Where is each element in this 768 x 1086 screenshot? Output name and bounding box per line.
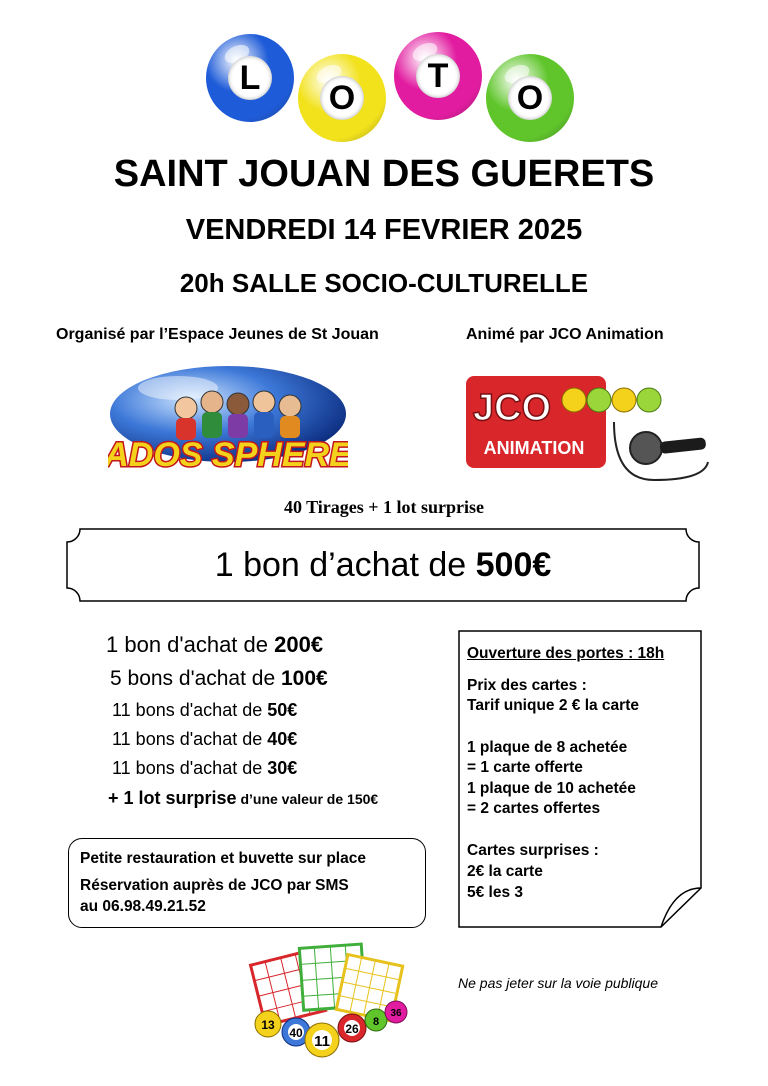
event-date: VENDREDI 14 FEVRIER 2025 — [185, 214, 583, 246]
ball-letter: O — [320, 76, 364, 120]
ball-letter: L — [228, 56, 272, 100]
microphone-icon — [614, 422, 708, 480]
reservation-phone: au 06.98.49.21.52 — [80, 898, 206, 915]
jco-logo-text: JCO — [472, 387, 552, 429]
doors-opening: Ouverture des portes : 18h — [467, 645, 665, 662]
surprise-cards-title: Cartes surprises : — [467, 842, 599, 859]
jackpot-amount: 500€ — [475, 546, 552, 584]
jackpot-prize — [66, 528, 700, 602]
offer-10: 1 plaque de 10 achetée — [467, 780, 636, 797]
ball-letter: T — [416, 54, 460, 98]
loto-logo — [196, 22, 596, 152]
offer-8: 1 plaque de 8 achetée — [467, 739, 628, 756]
prize-item: 1 bon d'achat de 200€ — [106, 632, 324, 657]
surprise-card-single: 2€ la carte — [467, 863, 543, 880]
ados-logo-text: ADOS SPHERE — [108, 436, 348, 474]
town-title: SAINT JOUAN DES GUERETS — [113, 153, 655, 195]
bingo-ball-number: 26 — [345, 1022, 359, 1036]
prize-item: 11 bons d'achat de 40€ — [112, 729, 298, 749]
event-venue: 20h SALLE SOCIO-CULTURELLE — [179, 268, 589, 298]
bingo-ball-number: 11 — [314, 1033, 330, 1050]
jco-animation-logo — [464, 362, 714, 486]
bingo-ball-number: 13 — [261, 1018, 275, 1032]
prize-item: 11 bons d'achat de 50€ — [112, 700, 298, 720]
bingo-cards-illustration — [240, 940, 410, 1070]
prize-item-surprise: + 1 lot surprise d’une valeur de 150€ — [108, 788, 379, 808]
offer-10-result: = 2 cartes offertes — [467, 800, 601, 817]
jco-logo-subtext: ANIMATION — [483, 438, 585, 458]
offer-8-result: = 1 carte offerte — [467, 759, 583, 776]
animator-credit: Animé par JCO Animation — [466, 326, 664, 343]
loto-ball — [394, 32, 482, 120]
prize-item: 11 bons d'achat de 30€ — [112, 758, 298, 778]
jackpot-prefix: 1 bon d’achat de — [214, 546, 476, 584]
organizer-credit: Organisé par l’Espace Jeunes de St Jouan — [56, 326, 379, 343]
draws-summary: 40 Tirages + 1 lot surprise — [283, 497, 485, 517]
ados-sphere-logo — [108, 362, 348, 480]
surprise-card-three: 5€ les 3 — [467, 884, 524, 901]
bingo-ball-number: 36 — [390, 1008, 402, 1019]
price-single: Tarif unique 2 € la carte — [467, 697, 639, 714]
loto-ball — [486, 54, 574, 142]
loto-ball — [206, 34, 294, 122]
ball-letter: O — [508, 76, 552, 120]
reservation-info: Réservation auprès de JCO par SMS — [80, 877, 349, 894]
bingo-ball-number: 8 — [372, 1016, 380, 1028]
bingo-ball-number: 40 — [289, 1026, 303, 1040]
restauration-info: Petite restauration et buvette sur place — [80, 850, 366, 867]
litter-notice: Ne pas jeter sur la voie publique — [458, 975, 659, 991]
prize-item: 5 bons d'achat de 100€ — [110, 667, 328, 690]
prices-title: Prix des cartes : — [467, 677, 587, 694]
loto-ball — [298, 54, 386, 142]
